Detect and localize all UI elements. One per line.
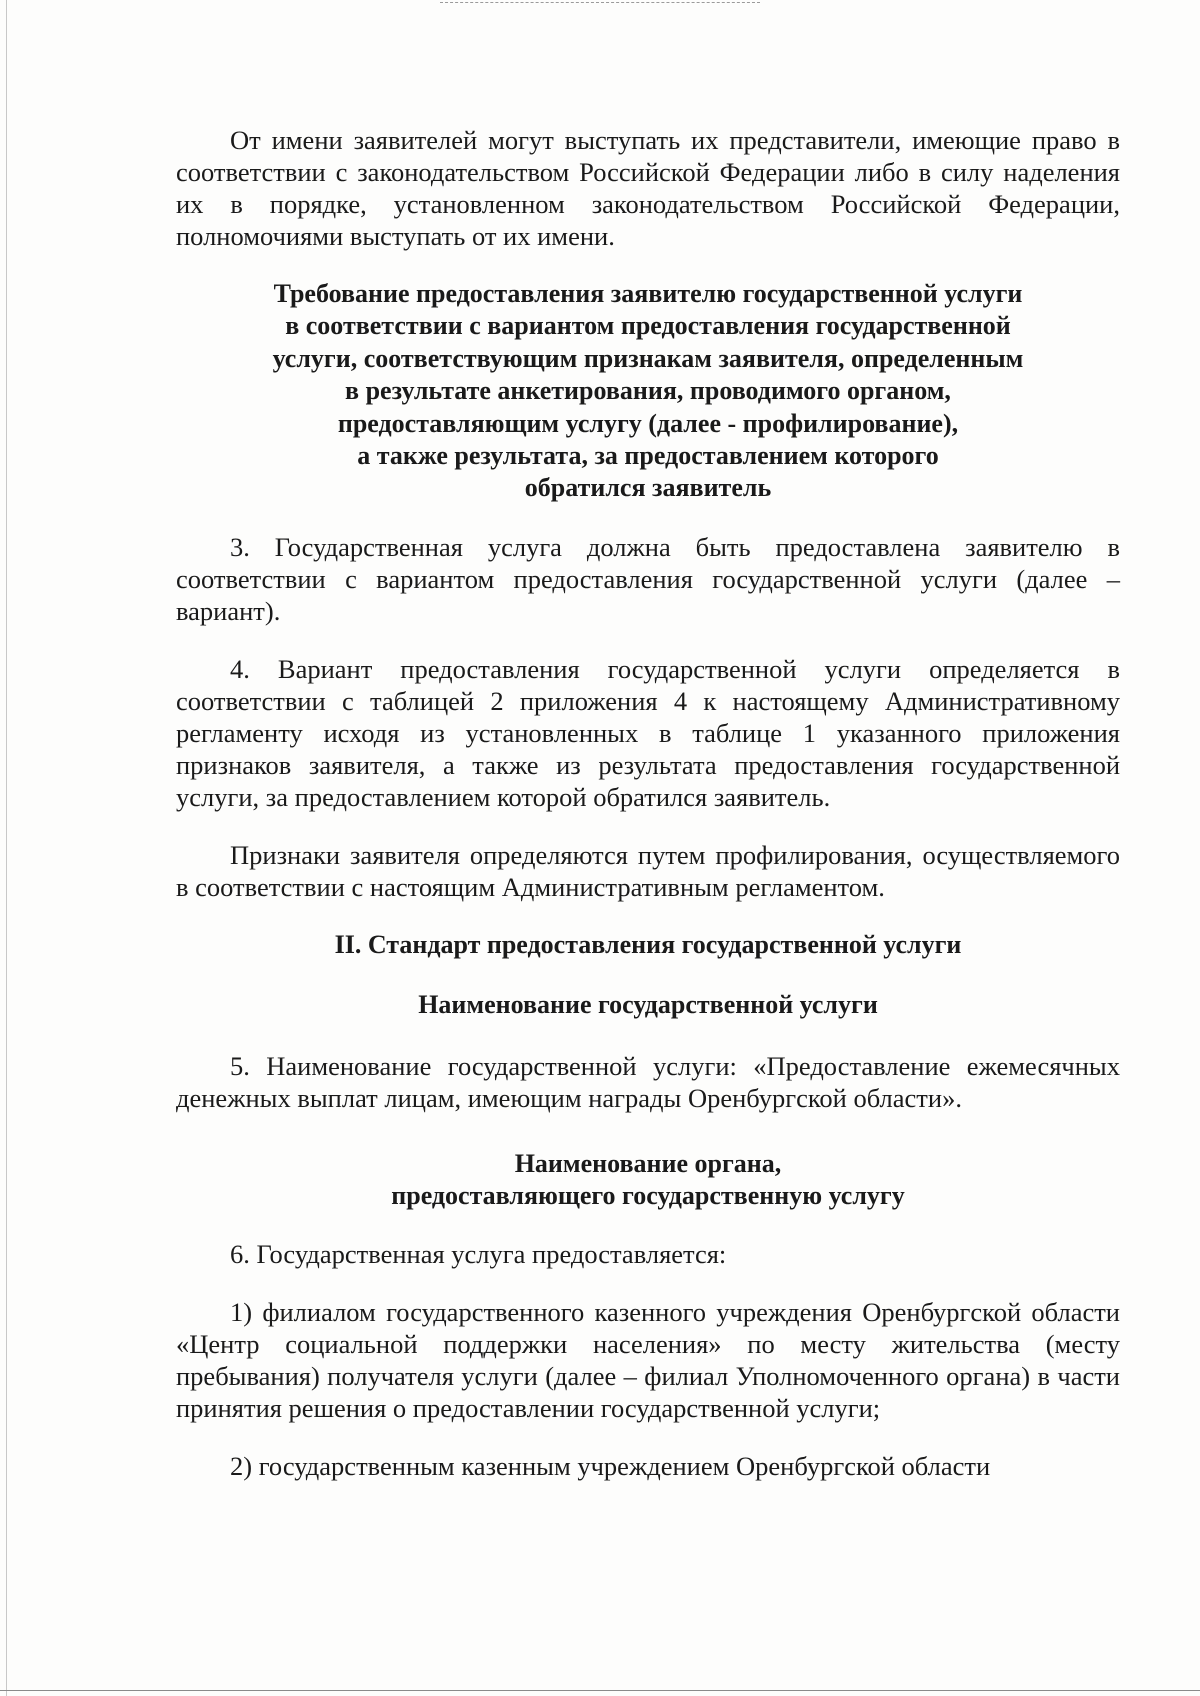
heading-line: в соответствии с вариантом предоставления государственной <box>285 311 1011 341</box>
paragraph-6-item-1: 1) филиалом государственного казенного учреждения Оренбургской области «Центр социальной поддержки населения» по месту жительства (месту пребывания) получателя услуги (далее – филиал Уполномоченного органа) в части принятия решения о предоставлении государственной услуги; <box>176 1297 1120 1424</box>
scan-edge-left <box>6 0 7 1696</box>
paragraph-4: 4. Вариант предоставления государственной услуги определяется в соответствии с таблицей 2 приложения 4 к настоящему Административному регламенту исходя из установленных в таблице 1 указанного приложения признаков заявителя, а также из результата предоставления государственной услуги, за предоставлением которой обратился заявитель. <box>176 653 1120 812</box>
paragraph-3: 3. Государственная услуга должна быть предоставлена заявителю в соответствии с вариантом предоставления государственной услуги (далее – вариант). <box>176 531 1120 626</box>
heading-service-name: Наименование государственной услуги <box>418 990 878 1020</box>
document-body <box>176 124 1120 1508</box>
paragraph-5: 5. Наименование государственной услуги: «Предоставление ежемесячных денежных выплат лицам, имеющим награды Оренбургской области». <box>176 1050 1120 1113</box>
heading-line: предоставляющего государственную услугу <box>391 1181 905 1211</box>
heading-authority <box>176 1148 1120 1213</box>
heading-line: Наименование органа, <box>514 1148 782 1178</box>
heading-line: предоставляющим услугу (далее - профилирование), <box>337 408 959 438</box>
heading-line: а также результата, за предоставлением которого <box>357 441 939 471</box>
scan-edge-bottom <box>0 1690 1200 1691</box>
heading-section-2: II. Стандарт предоставления государственной услуги <box>334 929 962 959</box>
heading-line: обратился заявитель <box>524 473 772 503</box>
paragraph-applicant-signs: Признаки заявителя определяются путем профилирования, осуществляемого в соответствии с настоящим Административным регламентом. <box>176 839 1120 902</box>
paragraph-6: 6. Государственная услуга предоставляется: <box>230 1239 727 1270</box>
heading-line: Требование предоставления заявителю государственной услуги <box>273 279 1023 308</box>
heading-line: в результате анкетирования, проводимого органом, <box>345 376 951 406</box>
paragraph-6-item-2: 2) государственным казенным учреждением Оренбургской области <box>230 1451 991 1482</box>
scan-edge-top <box>440 2 760 3</box>
heading-requirement <box>176 278 1120 505</box>
paragraph-representatives: От имени заявителей могут выступать их представители, имеющие право в соответствии с законодательством Российской Федерации либо в силу наделения их в порядке, установленном законодательством Российской Федерации, полномочиями выступать от их имени. <box>176 125 1120 251</box>
heading-line: услуги, соответствующим признакам заявителя, определенным <box>272 343 1024 373</box>
